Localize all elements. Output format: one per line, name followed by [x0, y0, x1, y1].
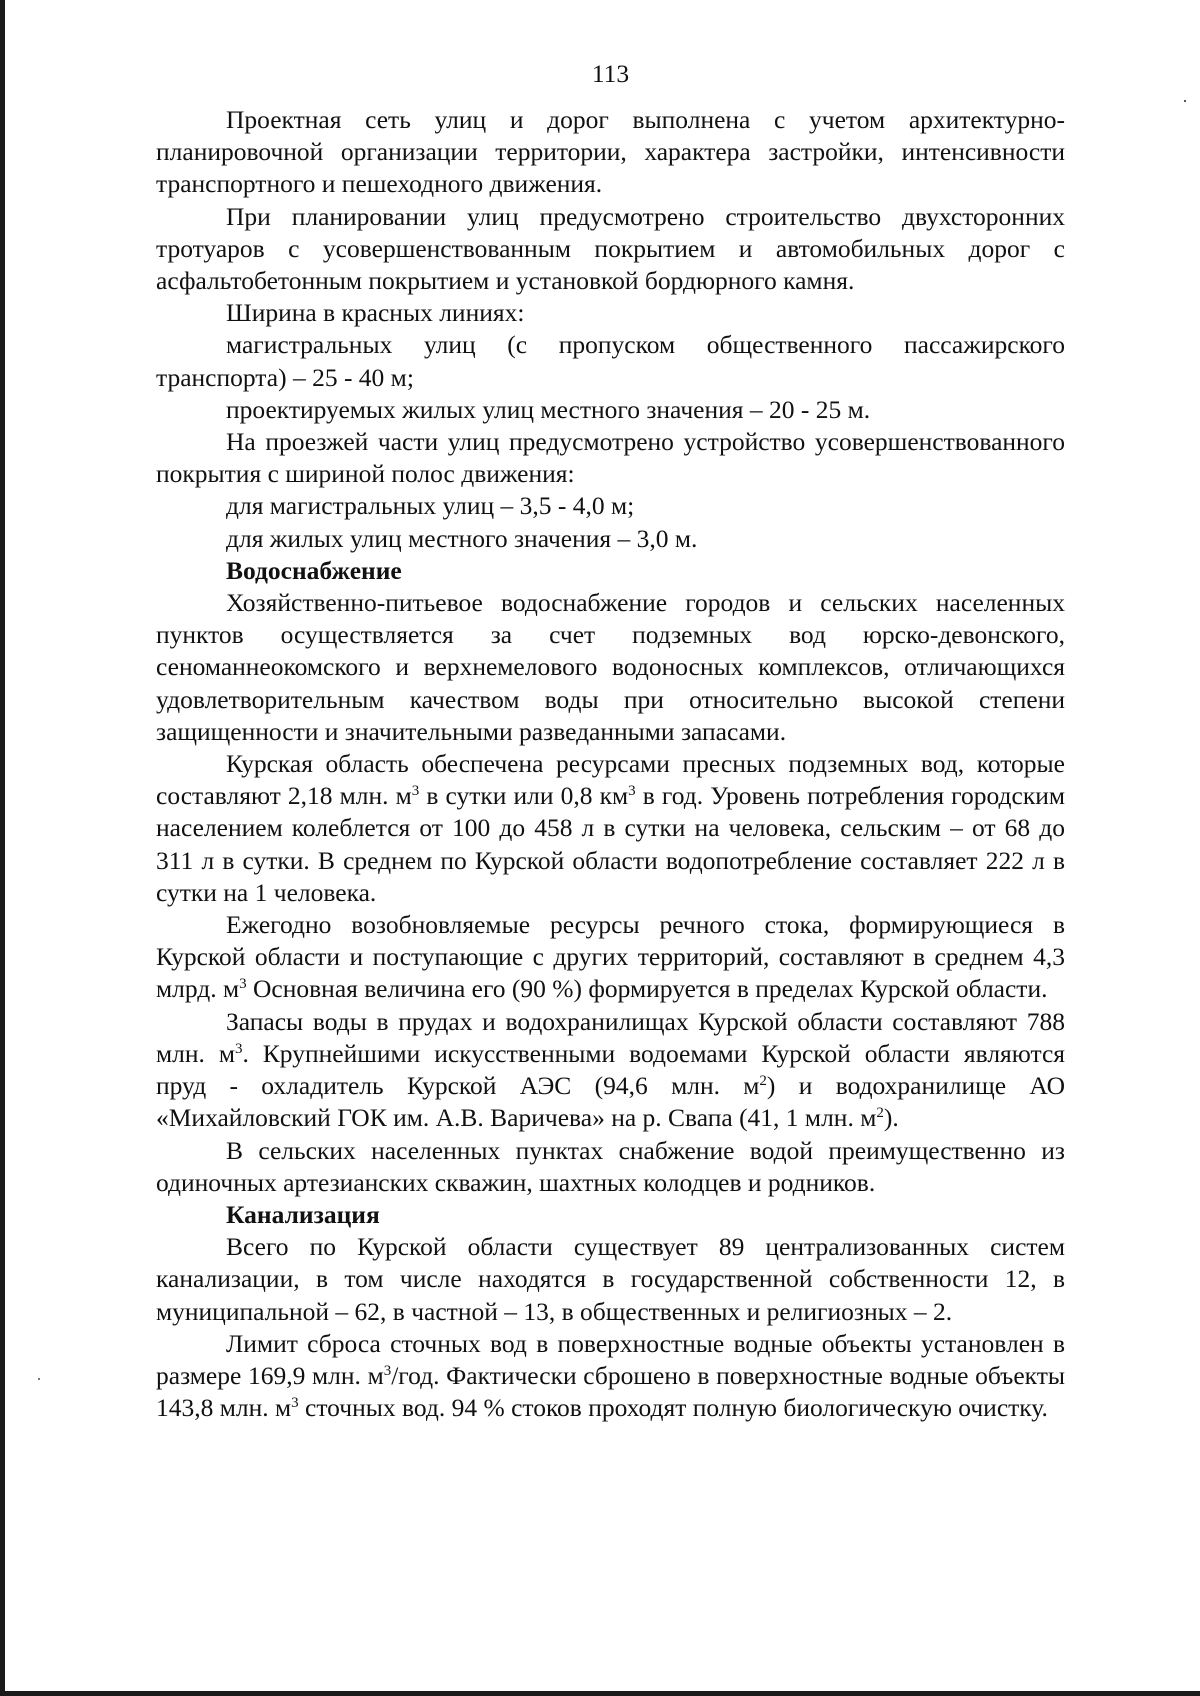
paragraph-water-resources: [156, 748, 1065, 909]
text-segment: в сутки или 0,8 км: [419, 781, 629, 811]
text-segment: Курская область обеспечена ресурсами пресных подземных вод, которые составляют 2,18 млн. м: [156, 749, 1065, 811]
superscript: 3: [628, 783, 636, 800]
superscript: 3: [239, 976, 247, 993]
paragraph-residential-streets-width: проектируемых жилых улиц местного значения – 20 - 25 м.: [226, 394, 871, 424]
superscript: 3: [411, 783, 420, 800]
superscript: 3: [234, 1040, 243, 1057]
text-segment: ) и водохранилище АО «Михайловский ГОК им. А.В. Варичева» на р. Свапа (41, 1 млн. м: [156, 1071, 1065, 1133]
paragraph-rural-water: В сельских населенных пунктах снабжение водой преимущественно из одиночных артезианских скважин, шахтных колодцев и родников.: [156, 1135, 1065, 1197]
scan-border-bottom: [0, 1691, 1200, 1696]
paragraph-main-lane-width: для магистральных улиц – 3,5 - 4,0 м;: [226, 491, 635, 521]
heading-sewerage: Канализация: [226, 1199, 380, 1229]
text-segment: ).: [883, 1103, 899, 1133]
text-segment: Запасы воды в прудах и водохранилищах Курской области составляют 788 млн. м: [156, 1006, 1065, 1068]
text-segment: Лимит сброса сточных вод в поверхностные водные объекты установлен в размере 169,9 млн. м: [156, 1328, 1065, 1390]
text-segment: сточных вод. 94 % стоков проходят полную биологическую очистку.: [298, 1393, 1048, 1423]
paragraph-reservoirs: [156, 1006, 1065, 1135]
text-segment: Ежегодно возобновляемые ресурсы речного стока, формирующиеся в Курской области и поступающие с других территорий, составляют в среднем 4,3 млрд. м: [156, 910, 1065, 1004]
text-segment: /год. Фактически сброшено в поверхностные водные объекты 143,8 млн. м: [156, 1360, 1066, 1423]
superscript: 2: [876, 1105, 884, 1122]
paragraph-sidewalks: При планировании улиц предусмотрено строительство двухсторонних тротуаров с усовершенствованным покрытием и автомобильных дорог с асфальтобетонным покрытием и установкой бордюрного камня.: [156, 201, 1065, 296]
scan-speck: [1184, 100, 1186, 102]
superscript: 3: [383, 1362, 392, 1379]
paragraph-groundwater: Хозяйственно-питьевое водоснабжение городов и сельских населенных пунктов осуществляется за счет подземных вод юрско-девонского, сеноманнеокомского и верхнемелового водоносных комплексов, отличающихся удовлетворительным качеством воды при относительно высокой степени защищенности и значительными разведанными запасами.: [156, 588, 1065, 746]
document-page: [156, 56, 1065, 1424]
heading-water-supply: Водоснабжение: [226, 555, 402, 585]
scan-border-left: [0, 0, 5, 1696]
paragraph-red-lines-width: Ширина в красных линиях:: [226, 298, 525, 328]
paragraph-carriageway: На проезжей части улиц предусмотрено устройство усовершенствованного покрытия с шириной полос движения:: [156, 427, 1065, 489]
scan-speck: [38, 1378, 40, 1380]
paragraph-sewer-systems: Всего по Курской области существует 89 централизованных систем канализации, в том числе находятся в государственной собственности 12, в муниципальной – 62, в частной – 13, в общественных и религиозных – 2.: [156, 1232, 1065, 1326]
paragraph-residential-lane-width: для жилых улиц местного значения – 3,0 м.: [226, 523, 698, 553]
text-segment: в год. Уровень потребления городским населением колеблется от 100 до 458 л в сутки на человека, сельским – от 68 до 311 л в сутки. В среднем по Курской области водопотребление составляет 222 л в сутки на 1 человека.: [156, 781, 1065, 907]
paragraph-river-runoff: [156, 909, 1065, 1006]
paragraph-main-streets-width: магистральных улиц (с пропуском общественного пассажирского транспорта) – 25 - 40 м;: [156, 330, 1065, 392]
superscript: 2: [759, 1073, 767, 1090]
paragraph-street-network: Проектная сеть улиц и дорог выполнена с учетом архитектурно-планировочной организации территории, характера застройки, интенсивности транспортного и пешеходного движения.: [156, 105, 1065, 199]
superscript: 3: [291, 1395, 299, 1412]
paragraph-discharge-limit: [156, 1328, 1065, 1425]
text-segment: . Крупнейшими искусственными водоемами Курской области являются пруд - охладитель Курской АЭС (94,6 млн. м: [156, 1038, 1065, 1101]
page-number: 113: [591, 59, 630, 88]
text-segment: Основная величина его (90 %) формируется в пределах Курской области.: [246, 974, 1048, 1004]
